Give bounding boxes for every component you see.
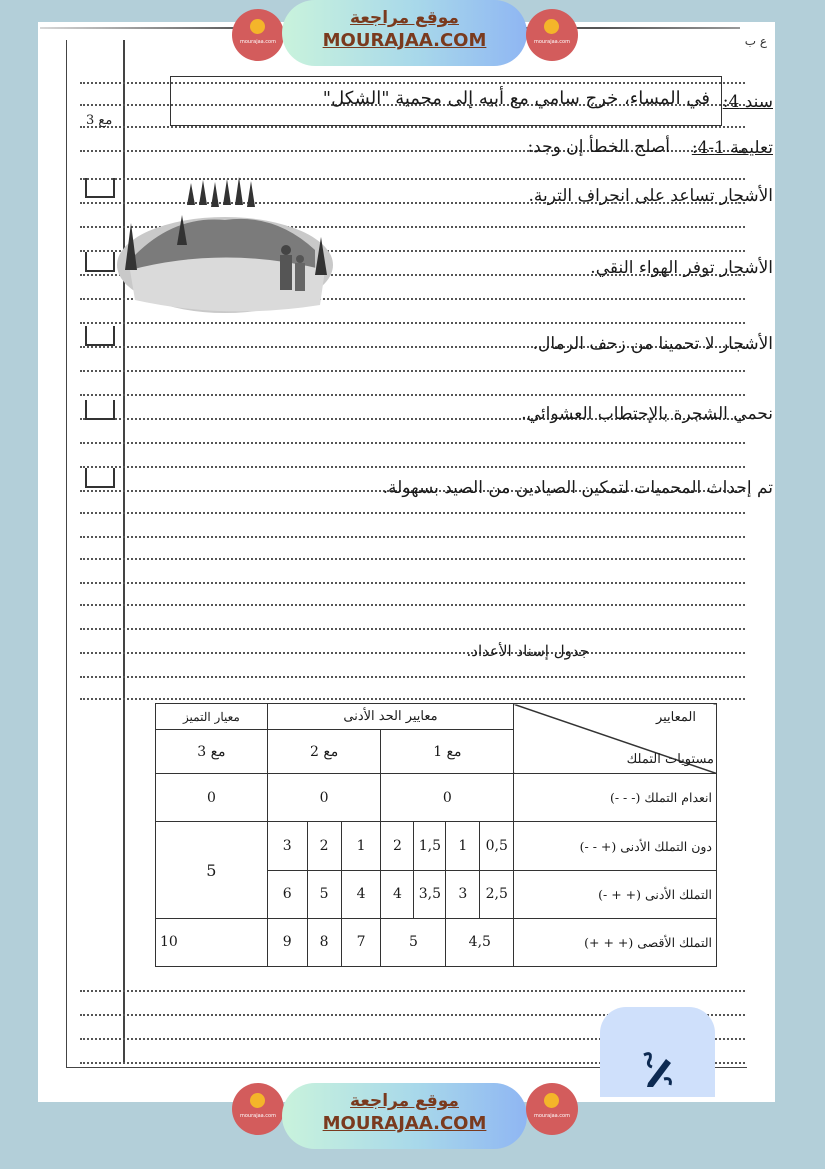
- statement-3: الأشجار لا تحمينا من زحف الرمال.: [532, 334, 773, 354]
- score-cell: 5: [381, 918, 446, 966]
- statement-1: الأشجار تساعد على انجراف التربة.: [528, 186, 773, 206]
- header-excellence: معيار التميز: [156, 704, 268, 730]
- edit-button[interactable]: [600, 1007, 715, 1097]
- site-name-en[interactable]: MOURAJAA.COM: [322, 1113, 487, 1134]
- score-cell: 1,5: [414, 822, 446, 870]
- table-title: جدول إسناد الأعداد.: [466, 642, 589, 660]
- site-banner-bottom[interactable]: [282, 1083, 527, 1149]
- score-cell: 10: [156, 918, 268, 966]
- score-cell: 1: [446, 822, 480, 870]
- header-c3: مع 3: [156, 730, 268, 774]
- answer-box-5[interactable]: [85, 468, 115, 488]
- score-cell: 0,5: [480, 822, 514, 870]
- level-max: التملك الأقصى (+ + +): [514, 918, 717, 966]
- statement-5: تم إحداث المحميات لتمكين الصيادين من الصيد بسهولة.: [382, 478, 773, 498]
- score-cell: 8: [307, 918, 341, 966]
- score-cell: 4: [341, 870, 381, 918]
- logo-icon: [544, 1093, 559, 1108]
- badge-text: mourajaa.com: [239, 1113, 276, 1119]
- instruction-label: تعليمة 1-4:: [691, 138, 773, 158]
- score-cell: 2,5: [480, 870, 514, 918]
- site-badge-left[interactable]: [232, 9, 284, 61]
- logo-icon: [250, 1093, 265, 1108]
- score-cell: 3: [446, 870, 480, 918]
- score-cell: 9: [267, 918, 307, 966]
- score-cell: 0: [267, 774, 381, 822]
- score-cell: 7: [341, 918, 381, 966]
- sanad-text: في المساء، خرج سامي مع أبيه إلى محمية "الشكل": [322, 88, 710, 109]
- statement-4: نحمي الشجرة بالإحتطاب العشوائي.: [521, 404, 773, 424]
- badge-text: mourajaa.com: [533, 1113, 570, 1119]
- instruction-text: أصلح الخطأ إن وجد:: [527, 137, 670, 157]
- margin-score-mark: 3 مع: [86, 113, 113, 128]
- header-min-criteria: معايير الحد الأدنى: [267, 704, 513, 730]
- statement-2: الأشجار توفر الهواء النقي.: [590, 258, 773, 278]
- level-below-min: دون التملك الأدنى (+ - -): [514, 822, 717, 870]
- logo-icon: [544, 19, 559, 34]
- level-none: انعدام التملك (- - -): [514, 774, 717, 822]
- answer-box-1[interactable]: [85, 178, 115, 198]
- site-name-ar[interactable]: موقع مراجعة: [350, 1091, 459, 1111]
- grading-table: [155, 703, 717, 967]
- pen-icon: [638, 1049, 678, 1089]
- table-row: [156, 822, 717, 870]
- score-cell: 3,5: [414, 870, 446, 918]
- levels-label: مستويات التملك: [626, 752, 714, 768]
- score-cell: 1: [341, 822, 381, 870]
- score-cell: 2: [307, 822, 341, 870]
- score-cell: 2: [381, 822, 414, 870]
- header-c2: مع 2: [267, 730, 381, 774]
- header-criteria-levels: [514, 704, 717, 774]
- answer-box-4[interactable]: [85, 400, 115, 420]
- table-row: [156, 774, 717, 822]
- site-banner-top[interactable]: [282, 0, 527, 66]
- score-cell: 0: [156, 774, 268, 822]
- score-cell: 6: [267, 870, 307, 918]
- score-cell: 3: [267, 822, 307, 870]
- score-cell: 4,5: [446, 918, 514, 966]
- header-c1: مع 1: [381, 730, 514, 774]
- score-cell: 0: [381, 774, 514, 822]
- site-badge-left-bottom[interactable]: [232, 1083, 284, 1135]
- sanad-label: سند 4:: [722, 92, 773, 112]
- criteria-label: المعايير: [655, 710, 696, 725]
- site-name-en[interactable]: MOURAJAA.COM: [322, 30, 487, 51]
- table-row: [156, 918, 717, 966]
- score-cell: 5: [156, 822, 268, 918]
- answer-box-3[interactable]: [85, 326, 115, 346]
- forest-reserve-illustration-icon: [115, 175, 335, 315]
- badge-text: mourajaa.com: [533, 39, 570, 45]
- corner-tag: ع ب: [744, 34, 767, 48]
- score-cell: 5: [307, 870, 341, 918]
- site-badge-right[interactable]: [526, 9, 578, 61]
- site-name-ar[interactable]: موقع مراجعة: [350, 8, 459, 28]
- score-cell: 4: [381, 870, 414, 918]
- level-min: التملك الأدنى (+ + -): [514, 870, 717, 918]
- site-badge-right-bottom[interactable]: [526, 1083, 578, 1135]
- answer-box-2[interactable]: [85, 252, 115, 272]
- badge-text: mourajaa.com: [239, 39, 276, 45]
- logo-icon: [250, 19, 265, 34]
